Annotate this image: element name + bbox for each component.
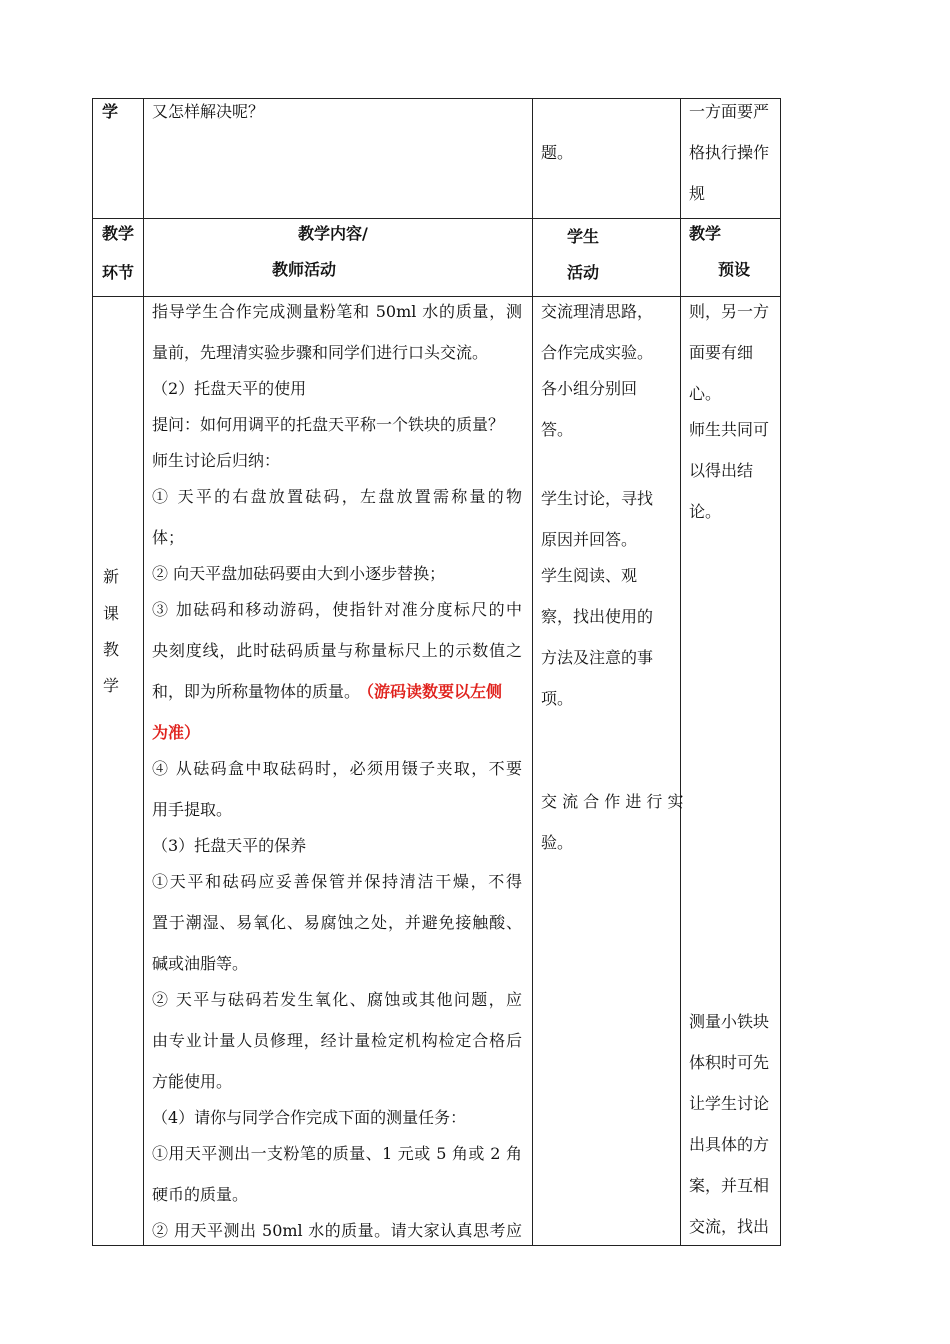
header-top-line	[92, 218, 781, 219]
teacher-line: 硬币的质量。	[152, 1185, 249, 1204]
teacher-line: ①天平和砝码应妥善保管并保持清洁干燥，不得	[152, 872, 522, 891]
teacher-line: （3）托盘天平的保养	[152, 836, 307, 855]
teacher-line: ③ 加砝码和移动游码，使指针对准分度标尺的中	[152, 600, 522, 619]
header-section-label-1: 教学	[102, 224, 135, 243]
preset-line: 论。	[689, 502, 722, 521]
table-divider-1	[143, 98, 144, 1246]
table-divider-2	[532, 98, 533, 1246]
teacher-line: 由专业计量人员修理，经计量检定机构检定合格后	[152, 1031, 522, 1050]
top-row-teacher-text: 又怎样解决呢？	[152, 102, 265, 121]
header-preset-label-2: 预设	[718, 260, 751, 279]
teacher-line: ② 天平与砝码若发生氧化、腐蚀或其他问题，应	[152, 990, 522, 1009]
teacher-line: ② 用天平测出 50ml 水的质量。请大家认真思考应	[152, 1221, 522, 1240]
student-line: 原因并回答。	[541, 530, 638, 549]
preset-line: 体积时可先	[689, 1053, 770, 1072]
teacher-line: ④ 从砝码盒中取砝码时，必须用镊子夹取，不要	[152, 759, 522, 778]
preset-line: 师生共同可	[689, 420, 770, 439]
header-student-label-2: 活动	[567, 263, 600, 282]
preset-line: 以得出结	[689, 461, 754, 480]
teacher-line: 置于潮湿、易氧化、易腐蚀之处，并避免接触酸、	[152, 913, 522, 932]
teacher-line: 方能使用。	[152, 1072, 233, 1091]
table-divider-3	[680, 98, 681, 1246]
teacher-line: 指导学生合作完成测量粉笔和 50ml 水的质量，测	[152, 302, 522, 321]
teacher-line: ② 向天平盘加砝码要由大到小逐步替换；	[152, 564, 446, 583]
teacher-line: ① 天平的右盘放置砝码，左盘放置需称量的物	[152, 487, 522, 506]
student-line: 学生阅读、观	[541, 566, 638, 585]
preset-line: 面要有细	[689, 343, 754, 362]
header-teacher-label-2: 教师活动	[272, 260, 337, 279]
teacher-note-red-cont: 为准）	[152, 723, 201, 742]
preset-line: 心。	[689, 384, 722, 403]
teacher-line: 提问：如何用调平的托盘天平称一个铁块的质量？	[152, 415, 505, 434]
header-section-label-2: 环节	[102, 263, 135, 282]
preset-line: 交流，找出	[689, 1217, 770, 1236]
section-label-char-3: 教	[103, 640, 120, 659]
header-preset-label-1: 教学	[689, 224, 722, 243]
teacher-line: 师生讨论后归纳：	[152, 451, 281, 470]
teacher-line: （2）托盘天平的使用	[152, 379, 307, 398]
section-label-char-4: 学	[103, 676, 120, 695]
teacher-line: 央刻度线，此时砝码质量与称量标尺上的示数值之	[152, 641, 522, 660]
header-student-label-1: 学生	[567, 227, 600, 246]
student-line: 各小组分别回	[541, 379, 638, 398]
top-row-preset-line-3: 规	[689, 184, 706, 203]
teacher-line: 量前，先理清实验步骤和同学们进行口头交流。	[152, 343, 489, 362]
student-line: 合作完成实验。	[541, 343, 654, 362]
student-line: 交 流 合 作 进 行 实	[541, 792, 684, 811]
preset-line: 案，并互相	[689, 1176, 770, 1195]
preset-line: 测量小铁块	[689, 1012, 770, 1031]
student-line: 答。	[541, 420, 574, 439]
top-row-preset-line-2: 格执行操作	[689, 143, 770, 162]
teacher-line-plain: 和，即为所称量物体的质量。	[152, 682, 361, 701]
teacher-line: 碱或油脂等。	[152, 954, 249, 973]
top-row-student-text: 题。	[541, 143, 574, 162]
teacher-line-weighing-result	[152, 682, 502, 702]
preset-line: 让学生讨论	[689, 1094, 770, 1113]
table-border-top	[92, 98, 781, 99]
teacher-line: ①用天平测出一支粉笔的质量、1 元或 5 角或 2 角	[152, 1144, 522, 1163]
section-label-char-2: 课	[103, 604, 120, 623]
table-border-right	[780, 98, 781, 1246]
section-label-char-1: 新	[103, 567, 120, 586]
student-line: 验。	[541, 833, 574, 852]
table-border-bottom	[92, 1245, 781, 1246]
table-border-left	[92, 98, 93, 1246]
student-line: 项。	[541, 689, 574, 708]
student-line: 学生讨论，寻找	[541, 489, 654, 508]
header-teacher-label-1: 教学内容/	[298, 224, 368, 243]
preset-line: 出具体的方	[689, 1135, 770, 1154]
top-row-preset-line-1: 一方面要严	[689, 102, 770, 121]
teacher-note-red: （游码读数要以左侧	[366, 682, 503, 701]
header-bottom-line	[92, 296, 781, 297]
preset-line: 则，另一方	[689, 302, 770, 321]
student-line: 交流理清思路，	[541, 302, 654, 321]
student-line: 方法及注意的事	[541, 648, 654, 667]
student-line: 察，找出使用的	[541, 607, 654, 626]
top-row-section-label: 学	[102, 102, 119, 121]
teacher-line: （4）请你与同学合作完成下面的测量任务：	[152, 1108, 467, 1127]
teacher-line: 用手提取。	[152, 800, 233, 819]
teacher-line: 体；	[152, 528, 185, 547]
